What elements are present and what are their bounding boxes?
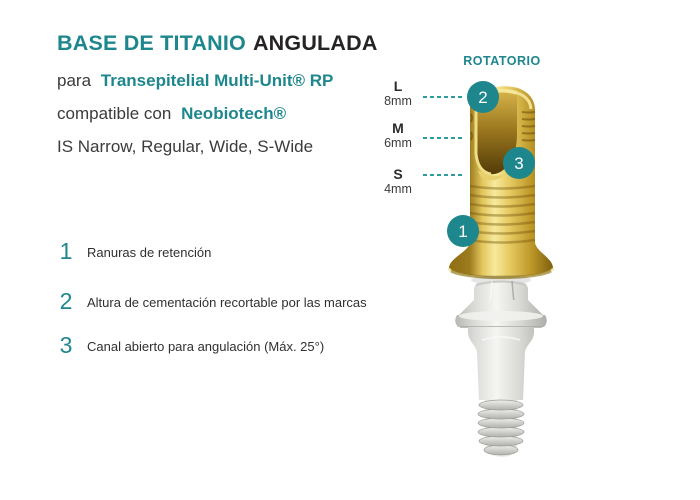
subtitle-product: Transepitelial Multi-Unit® RP <box>100 71 334 90</box>
feature-text-2: Altura de cementación recortable por las marcas <box>87 295 367 310</box>
compat-brand: Neobiotech® <box>181 104 287 123</box>
screw-thread <box>478 400 524 457</box>
feature-item-2 <box>58 290 367 313</box>
size-letter-S: S <box>393 166 403 182</box>
feature-number-1: 1 <box>59 238 73 264</box>
implant-illustration <box>438 82 568 472</box>
size-mark-M <box>376 121 420 150</box>
title-primary: BASE DE TITANIO <box>57 31 246 55</box>
title-secondary: ANGULADA <box>252 31 378 55</box>
feature-number-2: 2 <box>59 288 73 314</box>
page-title <box>57 31 378 56</box>
feature-text-1: Ranuras de retención <box>87 245 212 260</box>
size-mark-S <box>376 167 420 196</box>
subtitle-line <box>57 71 333 91</box>
callout-marker-1: 1 <box>447 215 479 247</box>
feature-item-1 <box>58 240 211 263</box>
size-height-S: 4mm <box>384 182 412 196</box>
gold-abutment <box>449 86 553 278</box>
callout-marker-3: 3 <box>503 147 535 179</box>
size-mark-L <box>376 79 420 108</box>
feature-text-3: Canal abierto para angulación (Máx. 25°) <box>87 339 325 354</box>
rotation-label: ROTATORIO <box>463 54 541 68</box>
size-letter-M: M <box>392 120 404 136</box>
compatibility-line <box>57 104 286 124</box>
size-height-M: 6mm <box>384 136 412 150</box>
compat-prefix: compatible con <box>57 104 172 123</box>
callout-marker-2: 2 <box>467 81 499 113</box>
feature-number-3: 3 <box>59 332 73 358</box>
subtitle-prefix: para <box>57 71 92 90</box>
size-letter-L: L <box>393 78 403 94</box>
feature-item-3 <box>58 334 324 357</box>
platforms-line: IS Narrow, Regular, Wide, S-Wide <box>57 137 314 156</box>
silver-abutment <box>455 275 547 457</box>
size-height-L: 8mm <box>384 94 412 108</box>
